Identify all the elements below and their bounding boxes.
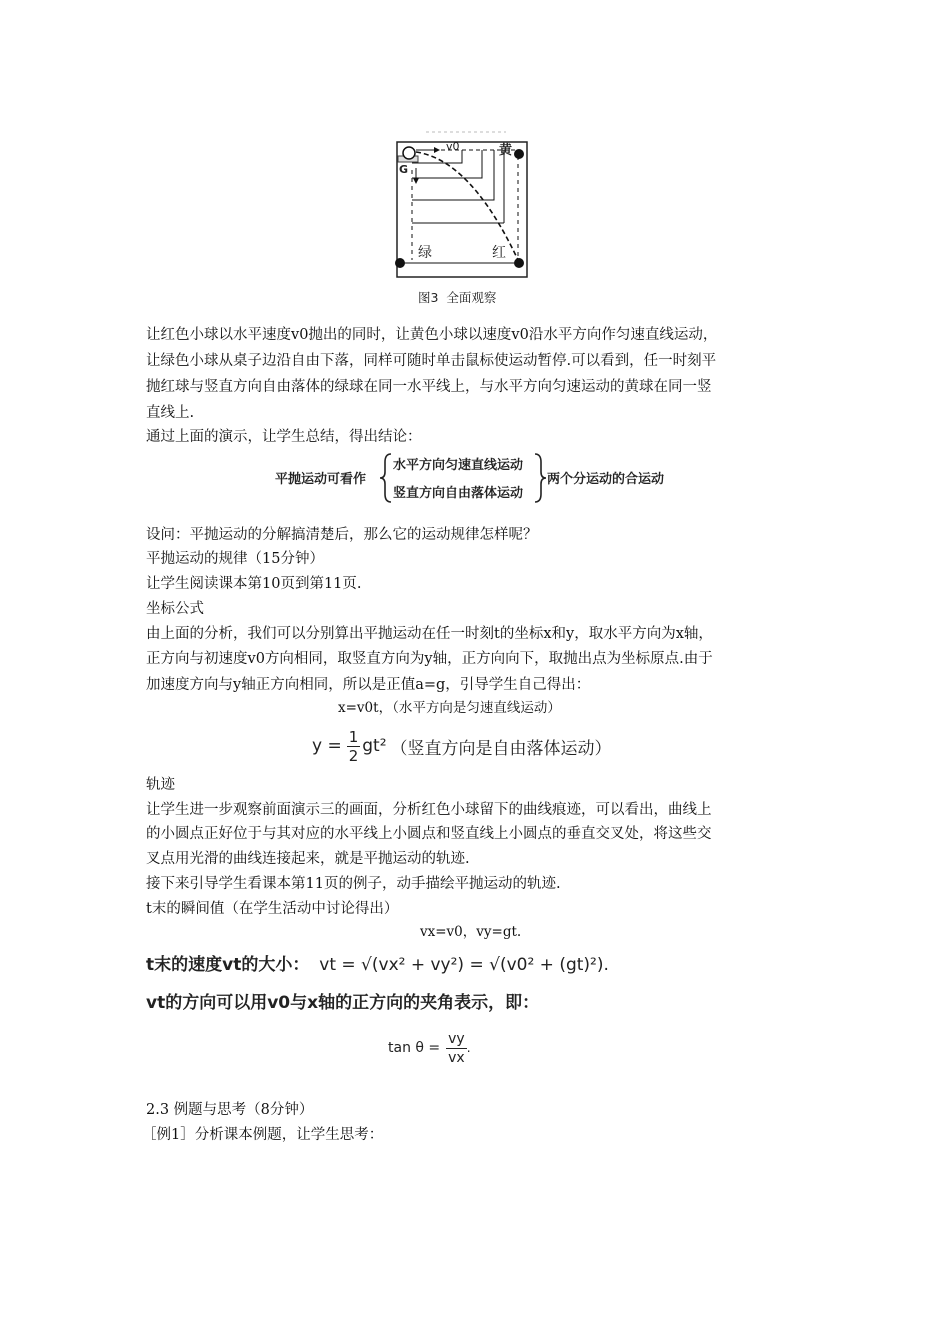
para-9-line-1: 让学生进一步观察前面演示三的画面，分析红色小球留下的曲线痕迹，可以看出，曲线上 — [146, 802, 712, 818]
yellow-ball — [514, 149, 524, 159]
para-1-line-1: 让红色小球以水平速度v0抛出的同时，让黄色小球以速度v0沿水平方向作匀速直线运动， — [146, 327, 718, 343]
formula-y — [312, 722, 612, 770]
para-2: 通过上面的演示，让学生总结，得出结论： — [146, 429, 422, 445]
formula-tan-den: vx — [448, 1049, 465, 1066]
conclusion-right: 两个分运动的合运动 — [547, 472, 665, 487]
projectile-diagram — [386, 130, 546, 310]
para-8: 轨迹 — [146, 777, 175, 793]
para-13: ［例1］分析课本例题，让学生思考： — [142, 1127, 384, 1143]
right-brace — [533, 452, 547, 504]
formula-direction-text: vt的方向可以用v0与x轴的正方向的夹角表示，即： — [146, 993, 540, 1013]
formula-vt-text: t末的速度vt的大小： — [146, 955, 310, 975]
label-yellow: 黄 — [499, 143, 513, 158]
para-1-line-2: 让绿色小球从桌子边沿自由下落，同样可随时单击鼠标使运动暂停.可以看到，任一时刻平 — [146, 353, 717, 369]
formula-tan-num: vy — [448, 1030, 465, 1047]
figure-panel — [386, 130, 546, 310]
formula-y-prefix: y = — [312, 736, 342, 756]
formula-y-note: （竖直方向是自由落体运动） — [390, 738, 612, 759]
formula-y-frac-den: 2 — [348, 746, 359, 765]
conclusion-item-1: 水平方向匀速直线运动 — [393, 458, 524, 473]
para-5: 让学生阅读课本第10页到第11页. — [146, 576, 362, 592]
para-7-line-2: 正方向与初速度v0方向相同，取竖直方向为y轴，正方向向下，取抛出点为坐标原点.由于 — [146, 651, 713, 667]
label-green: 绿 — [418, 245, 432, 261]
para-9-line-3: 叉点用光滑的曲线连接起来，就是平抛运动的轨迹. — [146, 851, 470, 867]
para-1-line-3: 抛红球与竖直方向自由落体的绿球在同一水平线上，与水平方向匀速运动的黄球在同一竖 — [146, 379, 712, 395]
formula-y-frac-num: 1 — [348, 727, 359, 746]
para-9-line-2: 的小圆点正好位于与其对应的水平线上小圆点和竖直线上小圆点的垂直交叉处，将这些交 — [146, 826, 712, 842]
conclusion-diagram — [275, 452, 685, 504]
formula-vx-vy: vx=v0，vy=gt. — [420, 924, 522, 940]
formula-vt-line — [146, 950, 609, 975]
formula-tan-fraction — [446, 1030, 467, 1067]
conclusion-item-2: 竖直方向自由落体运动 — [393, 486, 524, 501]
para-11: t末的瞬间值（在学生活动中讨论得出） — [146, 901, 399, 917]
formula-tan: tan θ = $\frac{vy}{vx}$ . — [388, 1030, 471, 1066]
formula-tan-lhs: tan θ = — [388, 1040, 441, 1056]
formula-y-tail: gt² — [362, 736, 387, 756]
formula-x: x=v0t，（水平方向是匀速直线运动） — [338, 700, 561, 716]
figure-caption: 图3 全面观察 — [418, 290, 497, 305]
para-6: 坐标公式 — [146, 601, 204, 617]
para-4: 平抛运动的规律（15分钟） — [146, 551, 324, 567]
para-10: 接下来引导学生看课本第11页的例子，动手描绘平抛运动的轨迹. — [146, 876, 561, 892]
label-v0: v0 — [446, 140, 460, 153]
para-7-line-3: 加速度方向与y轴正方向相同，所以是正值a=g，引导学生自己得出： — [146, 677, 591, 693]
para-7-line-1: 由上面的分析，我们可以分别算出平抛运动在任一时刻t的坐标x和y，取水平方向为x轴， — [146, 626, 713, 642]
left-brace — [379, 452, 393, 504]
formula-y-fraction — [347, 728, 361, 765]
formula-vt-eq: vt = √(vx² + vy²) = √(v0² + (gt)²). — [319, 955, 609, 975]
red-ball-start — [403, 147, 415, 159]
section-heading-2-3: 2.3 例题与思考（8分钟） — [146, 1102, 314, 1118]
conclusion-left: 平抛运动可看作 — [275, 472, 367, 487]
para-1-line-4: 直线上. — [146, 405, 195, 421]
label-G: G — [399, 163, 409, 176]
para-3: 设问：平抛运动的分解搞清楚后，那么它的运动规律怎样呢？ — [146, 527, 538, 543]
label-red: 红 — [492, 245, 506, 261]
